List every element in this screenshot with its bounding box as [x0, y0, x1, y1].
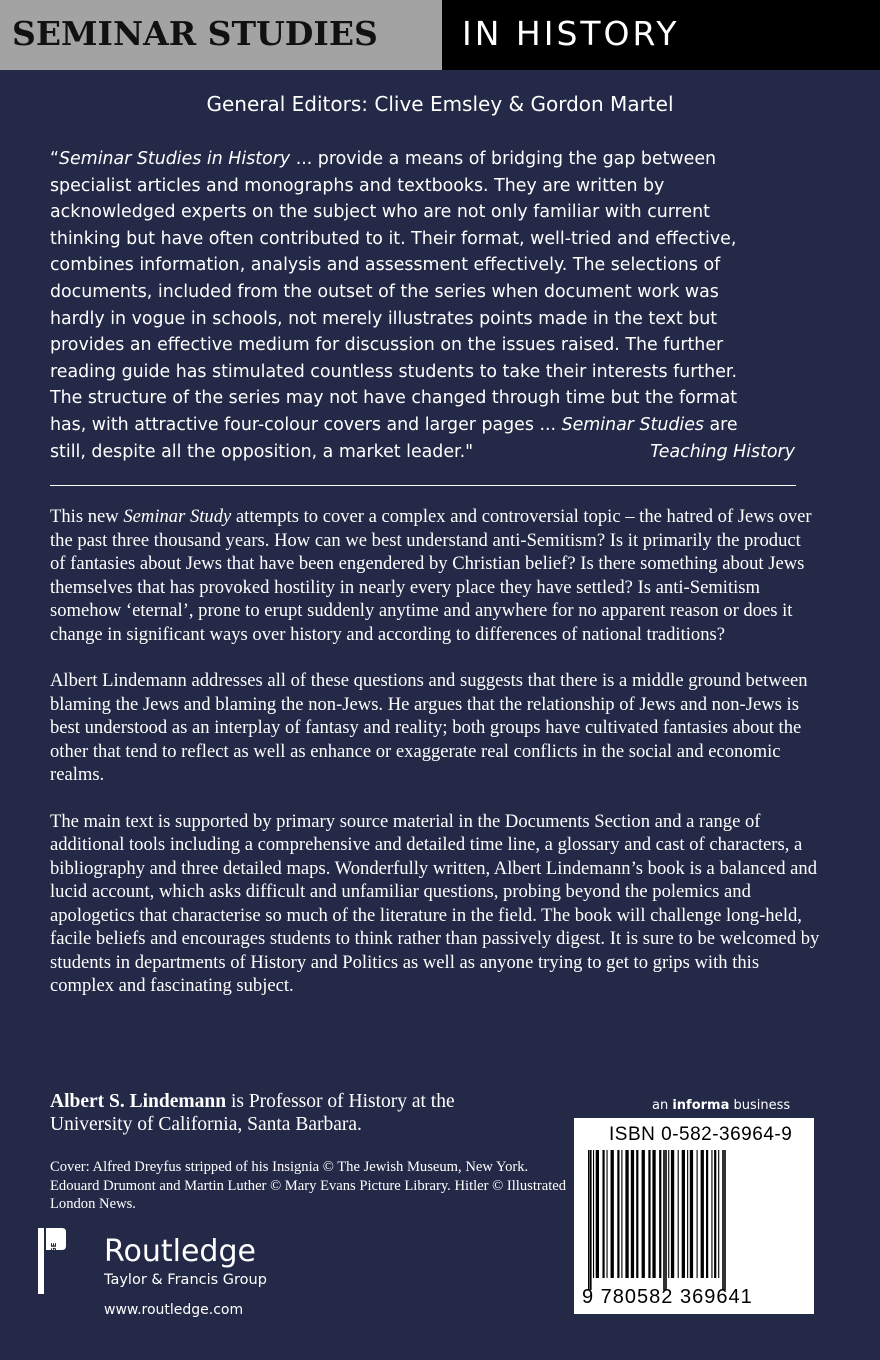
isbn-number: ISBN 0-582-36964-9: [609, 1124, 793, 1145]
review-line: The structure of the series may not have changed through time but the format: [50, 388, 738, 409]
author-bio: Albert S. Lindemann is Professor of History at the University of California, Santa Barbara.: [50, 1091, 455, 1135]
barcode-bar: [611, 1150, 614, 1278]
barcode-bar: [593, 1150, 594, 1278]
barcode-bar: [718, 1150, 719, 1278]
barcode-bar: [625, 1150, 628, 1278]
informa-tagline: an informa business: [652, 1098, 791, 1113]
barcode-bar: [701, 1150, 704, 1278]
barcode-bar: [690, 1150, 693, 1278]
barcode-bar: [648, 1150, 650, 1278]
barcode-bar: [714, 1150, 716, 1278]
review-quote: [50, 146, 810, 465]
barcode-bar: [706, 1150, 708, 1278]
barcode-bar: [668, 1150, 669, 1278]
barcode-bar: [682, 1150, 685, 1278]
review-line: hardly in vogue in schools, not merely illustrates points made in the text but: [50, 308, 718, 329]
barcode-bar: [678, 1150, 679, 1278]
barcode-guard-bar: [663, 1150, 665, 1290]
barcode-guard-bar: [590, 1150, 592, 1290]
review-line: combines information, analysis and assessment effectively. The selections of: [50, 255, 721, 276]
barcode-bar: [671, 1150, 674, 1278]
review-line: has, with attractive four-colour covers and larger pages ... Seminar Studies are: [50, 414, 738, 435]
series-title-right: IN HISTORY: [462, 14, 680, 53]
barcode-bar: [652, 1150, 655, 1278]
publisher-name: Routledge: [104, 1234, 256, 1269]
cover-credit: Cover: Alfred Dreyfus stripped of his Insignia © The Jewish Museum, New York. Edouard Drumont and Martin Luther © Mary Evans Picture Library. Hitler © Illustrated London News.: [50, 1159, 567, 1212]
divider: [50, 485, 796, 486]
review-line: acknowledged experts on the subject who are not only familiar with current: [50, 202, 710, 223]
barcode-guard-bar: [722, 1150, 724, 1290]
barcode-bar: [621, 1150, 622, 1278]
barcode-guard-bar: [724, 1150, 726, 1290]
review-line: “Seminar Studies in History ... provide a means of bridging the gap between: [50, 149, 717, 169]
blurb-paragraph-2: Albert Lindemann addresses all of these questions and suggests that there is a middle ground between blaming the Jews and blaming the non-Jews. He argues that the relationship of Jews and non-Jews is best understood as an interplay of fantasy and reality; both groups have cultivated fantasies about the other that tend to reflect as well as enhance or exaggerate real conflicts in the social and economic realms.: [50, 670, 808, 785]
blurb-paragraph-1: This new Seminar Study attempts to cover a complex and controversial topic – the hatred of Jews over the past three thousand years. How can we best understand anti-Semitism? Is it primarily the product of fantasies about Jews that have been engendered by Christian belief? Is there something about Jews themselves that has provoked hostility in nearly every place they have settled? Is anti-Semitism somehow ‘eternal’, prone to erupt suddenly anytime and anywhere for no apparent reason or does it change in significant ways over history and according to differences of national traditions?: [50, 506, 812, 645]
barcode-bar: [687, 1150, 688, 1278]
publisher-group: Taylor & Francis Group: [104, 1272, 267, 1288]
review-series-title: Seminar Studies in History: [59, 149, 291, 169]
ean-number: 9 780582 369641: [582, 1286, 753, 1308]
review-line: thinking but have often contributed to it. Their format, well-tried and effective,: [50, 228, 737, 249]
barcode-bar: [711, 1150, 712, 1278]
barcode-bar: [631, 1150, 634, 1278]
series-title-left: SEMINAR STUDIES: [12, 14, 378, 53]
barcode-bar: [607, 1150, 608, 1278]
publisher-website: www.routledge.com: [104, 1302, 244, 1318]
barcode-guard-bar: [665, 1150, 667, 1290]
general-editors: General Editors: Clive Emsley & Gordon Martel: [206, 92, 674, 116]
routledge-logo-text: ROUTLEDGE: [50, 1242, 58, 1290]
barcode-bar: [617, 1150, 619, 1278]
barcode-bar: [602, 1150, 604, 1278]
barcode-bar: [596, 1150, 599, 1278]
review-line: specialist articles and monographs and textbooks. They are written by: [50, 175, 665, 196]
barcode-guard-bar: [588, 1150, 590, 1290]
barcode-bar: [659, 1150, 661, 1278]
review-line: reading guide has stimulated countless students to take their interests further.: [50, 361, 737, 382]
review-line: still, despite all the opposition, a market leader." Teaching History: [50, 439, 810, 466]
barcode-bars: [584, 1150, 804, 1290]
blurb: [50, 505, 820, 1021]
author-name: Albert S. Lindemann: [50, 1091, 227, 1112]
barcode-bar: [642, 1150, 645, 1278]
barcode-bar: [697, 1150, 698, 1278]
blurb-paragraph-3: The main text is supported by primary source material in the Documents Section and a range of additional tools including a comprehensive and detailed time line, a glossary and cast of characters, a bibliography and three detailed maps. Wonderfully written, Albert Lindemann’s book is a balanced and lucid account, which asks difficult and unfamiliar questions, probing beyond the polemics and apologetics that characterise so much of the literature in the field. The book will challenge long-held, facile beliefs and encourages students to think rather than passively digest. It is sure to be welcomed by students in departments of History and Politics as well as anyone trying to get to grips with this complex and fascinating subject.: [50, 810, 820, 996]
review-source: Teaching History: [650, 441, 795, 462]
routledge-logo-icon: [38, 1228, 66, 1294]
barcode-bar: [636, 1150, 638, 1278]
review-line: documents, included from the outset of the series when document work was: [50, 281, 719, 302]
review-line: provides an effective medium for discussion on the issues raised. The further: [50, 335, 724, 356]
barcode: [574, 1118, 814, 1314]
